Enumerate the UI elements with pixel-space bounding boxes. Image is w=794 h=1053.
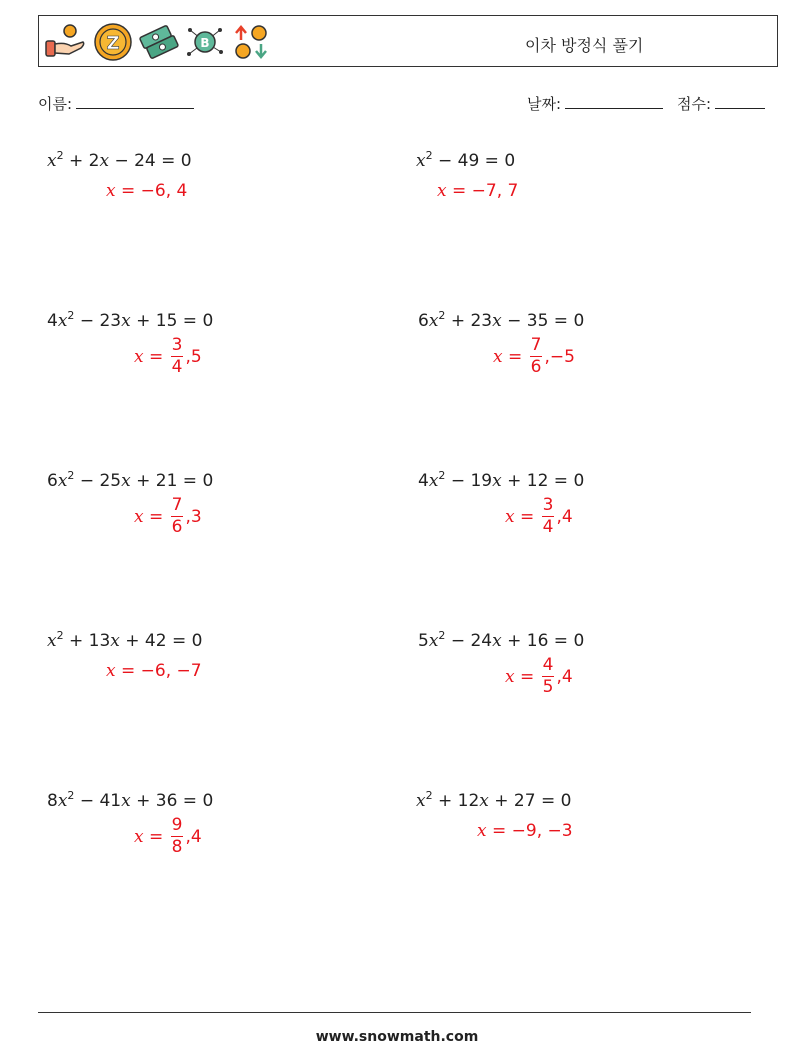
answer-fraction: $\frac{7}{6}$: [530, 335, 542, 377]
worksheet-title: 이차 방정식 풀기: [525, 36, 644, 55]
answer-fraction: $\frac{7}{6}$: [171, 495, 183, 537]
name-field: [38, 93, 194, 114]
equation-2: $x^2 - 49 = 0$: [416, 149, 516, 171]
date-field: [527, 93, 663, 114]
equation-10: $x^2 + 12x + 27 = 0$: [416, 789, 572, 811]
answer-5: x = $\frac{7}{6}$ ,3: [134, 495, 202, 537]
answer-2: x = −7, 7: [437, 181, 519, 201]
equation-9: $8x^2 - 41x + 36 = 0$: [47, 789, 214, 811]
answer-8: x = $\frac{4}{5}$ ,4: [505, 655, 573, 697]
answer-6: x = $\frac{3}{4}$ ,4: [505, 495, 573, 537]
money-bills-icon: [139, 22, 179, 62]
footer-divider: [38, 1012, 751, 1013]
score-field: [677, 93, 765, 114]
svg-text:B: B: [200, 36, 210, 50]
equation-6: $4x^2 - 19x + 12 = 0$: [418, 469, 585, 491]
worksheet-header: [38, 15, 778, 67]
name-label: 이름:: [38, 95, 73, 113]
zcash-coin-icon: [93, 22, 133, 62]
answer-fraction: $\frac{3}{4}$: [171, 335, 183, 377]
answer-1: x = −6, 4: [106, 181, 188, 201]
hand-coin-icon: [43, 22, 87, 62]
svg-text:Z: Z: [106, 33, 120, 54]
bitcoin-network-icon: [185, 22, 225, 62]
name-blank[interactable]: [76, 94, 194, 109]
equation-8: $5x^2 - 24x + 16 = 0$: [418, 629, 585, 651]
date-blank[interactable]: [565, 94, 663, 109]
equation-7: $x^2 + 13x + 42 = 0$: [47, 629, 203, 651]
answer-3: x = $\frac{3}{4}$ ,5: [134, 335, 202, 377]
equation-4: $6x^2 + 23x - 35 = 0$: [418, 309, 585, 331]
answer-fraction: $\frac{3}{4}$: [542, 495, 554, 537]
answer-fraction: $\frac{9}{8}$: [171, 815, 183, 857]
answer-7: x = −6, −7: [106, 661, 202, 681]
answer-4: x = $\frac{7}{6}$ ,−5: [493, 335, 575, 377]
equation-5: $6x^2 - 25x + 21 = 0$: [47, 469, 214, 491]
date-label: 날짜:: [527, 95, 562, 113]
footer-url[interactable]: www.snowmath.com: [315, 1029, 479, 1045]
answer-9: x = $\frac{9}{8}$ ,4: [134, 815, 202, 857]
answer-10: x = −9, −3: [477, 821, 573, 841]
equation-1: $x^2 + 2x - 24 = 0$: [47, 149, 192, 171]
answer-fraction: $\frac{4}{5}$: [542, 655, 554, 697]
score-label: 점수:: [677, 95, 712, 113]
equation-3: $4x^2 - 23x + 15 = 0$: [47, 309, 214, 331]
coin-exchange-icon: [231, 22, 271, 62]
score-blank[interactable]: [715, 94, 765, 109]
header-icons: [43, 20, 271, 64]
